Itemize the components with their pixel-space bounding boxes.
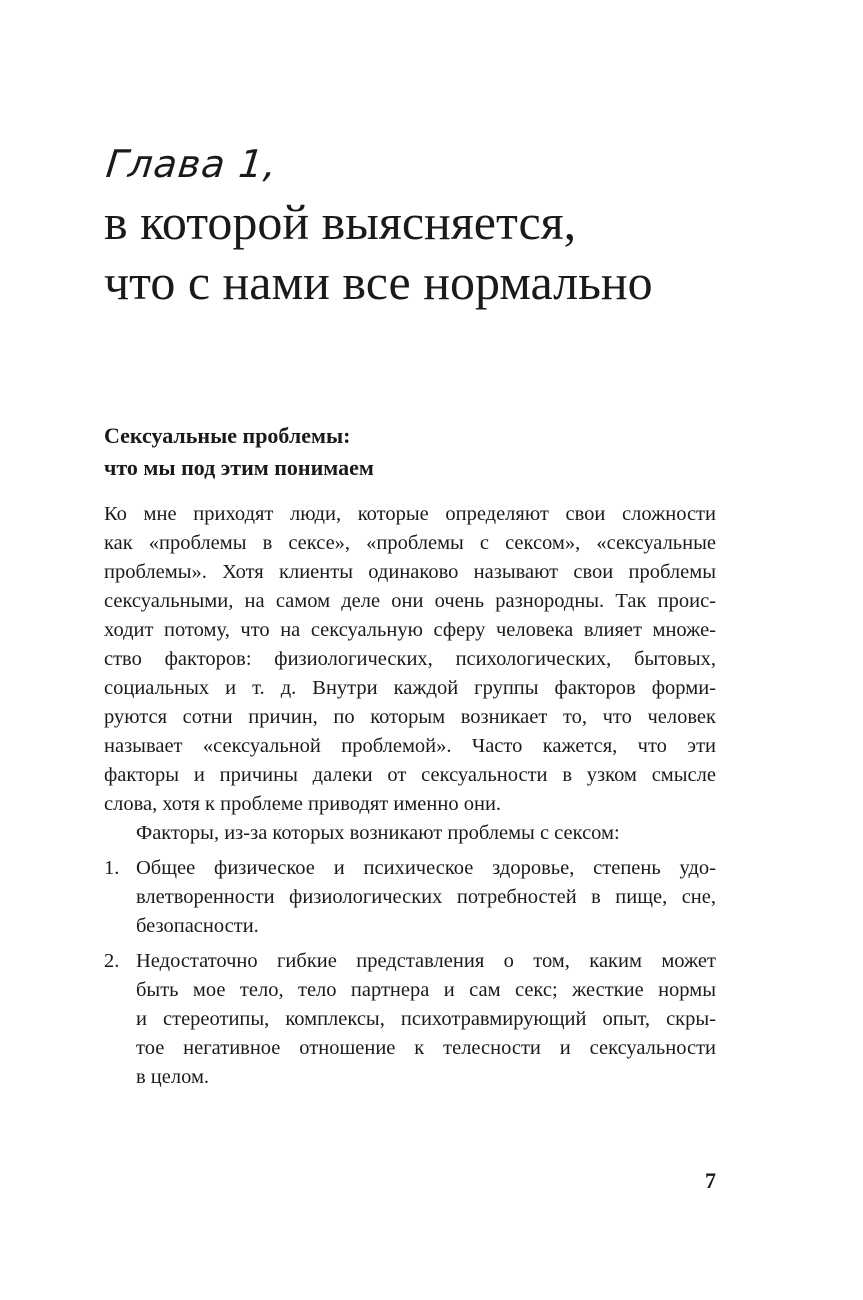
text-line: и стереотипы, комплексы, психотравмирующий опыт, скры-: [136, 1008, 716, 1030]
chapter-title-line: что с нами все нормально: [104, 254, 653, 310]
chapter-title: [104, 192, 824, 312]
list-item: [104, 854, 716, 941]
text-line: называет «сексуальной проблемой». Часто кажется, что эти: [104, 735, 716, 757]
chapter-label: Глава 1,: [104, 142, 280, 186]
paragraph-factors-intro: Факторы, из-за которых возникают проблемы с сексом:: [136, 822, 620, 844]
list-item-text: [136, 947, 716, 1092]
body-text: [104, 500, 716, 1092]
section-heading-line: Сексуальные проблемы:: [104, 423, 351, 448]
section-heading: [104, 420, 374, 484]
list-item-number: 2.: [104, 950, 120, 972]
section-heading-line: что мы под этим понимаем: [104, 455, 374, 480]
text-line: Недостаточно гибкие представления о том, каким может: [136, 950, 716, 972]
text-line: тое негативное отношение к телесности и сексуальности: [136, 1037, 716, 1059]
paragraph-intro: [104, 500, 716, 819]
list-item-number: 1.: [104, 857, 120, 879]
text-line: социальных и т. д. Внутри каждой группы факторов форми-: [104, 677, 716, 699]
chapter-title-line: в которой выясняется,: [104, 194, 577, 250]
list-item: [104, 947, 716, 1092]
text-line: Ко мне приходят люди, которые определяют свои сложности: [104, 503, 716, 525]
text-line: безопасности.: [136, 915, 259, 937]
text-line: в целом.: [136, 1066, 210, 1088]
text-line: Общее физическое и психическое здоровье, степень удо-: [136, 857, 716, 879]
text-line: быть мое тело, тело партнера и сам секс; жесткие нормы: [136, 979, 716, 1001]
text-line: проблемы». Хотя клиенты одинаково называют свои проблемы: [104, 561, 716, 583]
text-line: как «проблемы в сексе», «проблемы с сексом», «сексуальные: [104, 532, 716, 554]
text-line: сексуальными, на самом деле они очень разнородны. Так проис-: [104, 590, 716, 612]
text-line: слова, хотя к проблеме приводят именно они.: [104, 793, 502, 815]
text-line: руются сотни причин, по которым возникает то, что человек: [104, 706, 716, 728]
text-line: факторы и причины далеки от сексуальности в узком смысле: [104, 764, 716, 786]
list-item-text: [136, 854, 716, 941]
text-line: ство факторов: физиологических, психологических, бытовых,: [104, 648, 716, 670]
text-line: ходит потому, что на сексуальную сферу человека влияет множе-: [104, 619, 716, 641]
text-line: влетворенности физиологических потребностей в пище, сне,: [136, 886, 716, 908]
page-number: 7: [705, 1168, 716, 1193]
